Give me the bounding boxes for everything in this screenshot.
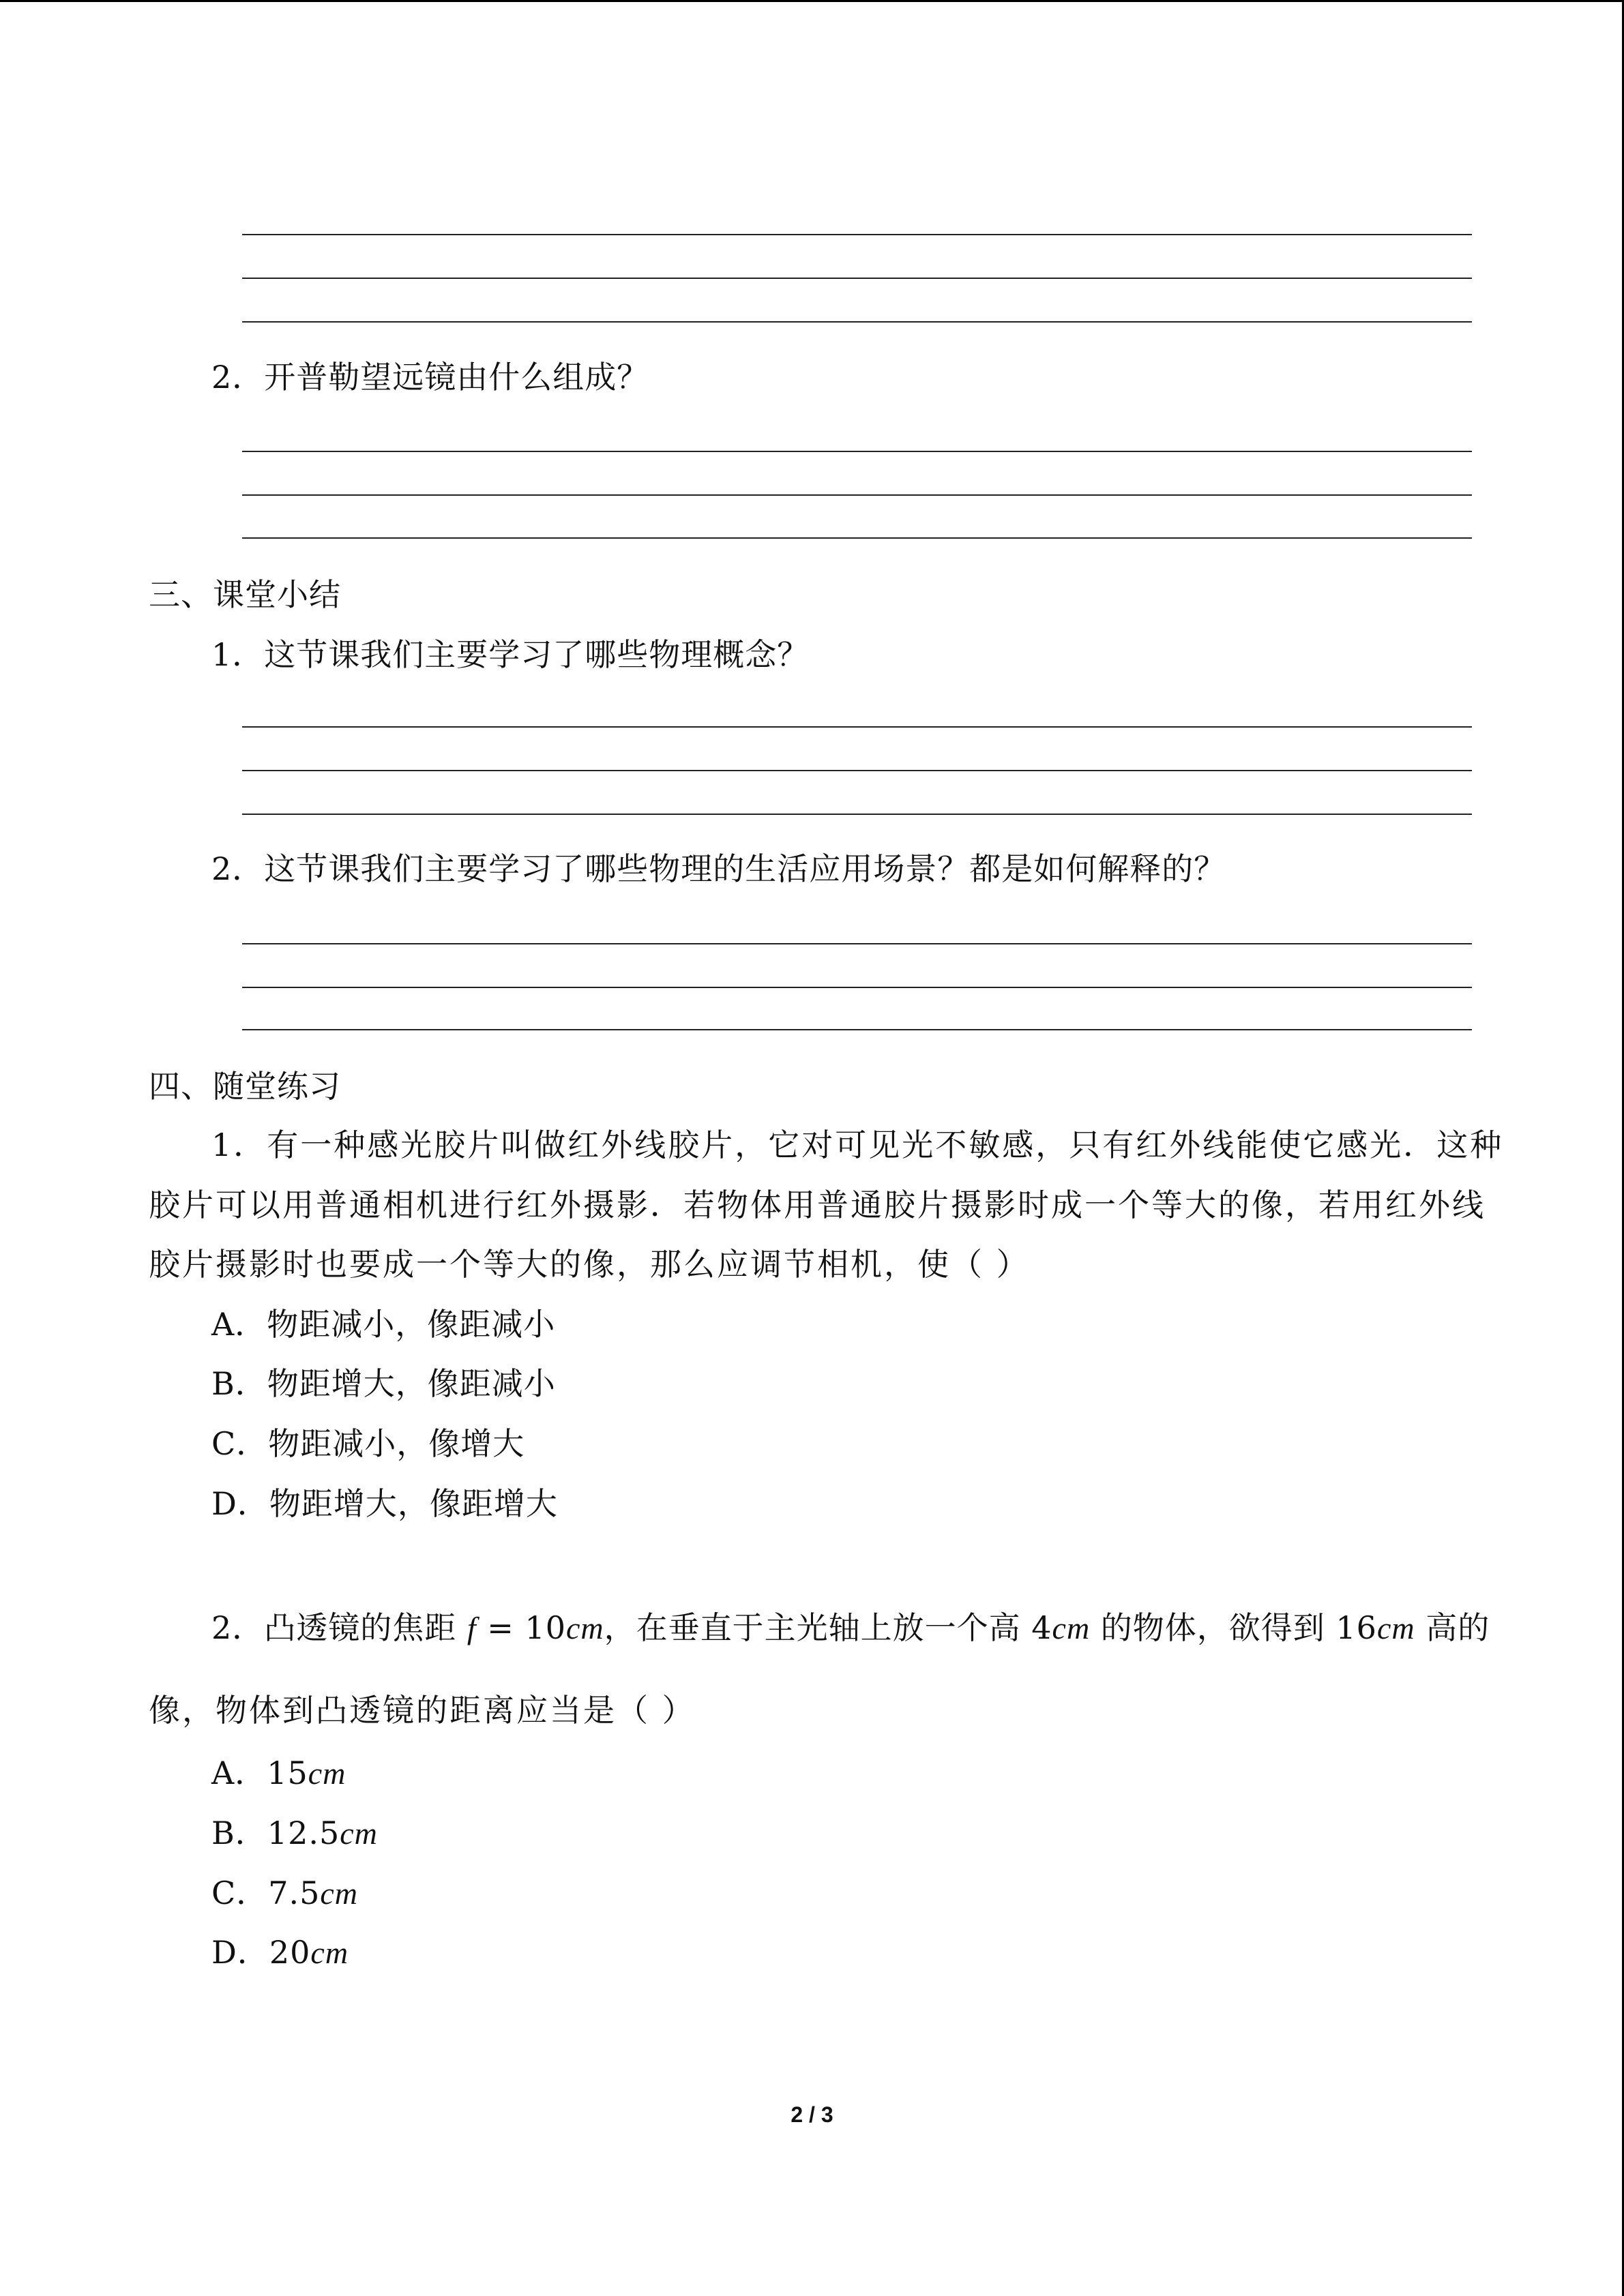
exercise-2-option-c [211, 1873, 358, 1913]
exercise-2-text: 高的 [1415, 1609, 1490, 1646]
question-3-1: 1．这节课我们主要学习了哪些物理概念？ [211, 636, 810, 673]
unit: cm [566, 1611, 604, 1645]
answer-line [242, 321, 1472, 323]
option-label: C．7.5 [211, 1875, 321, 1911]
exercise-1-option-d: D．物距增大，像距增大 [211, 1485, 558, 1522]
question-3-2: 2．这节课我们主要学习了哪些物理的生活应用场景？都是如何解释的？ [211, 850, 1226, 887]
unit: cm [1052, 1611, 1091, 1645]
unit: cm [308, 1756, 346, 1791]
answer-line [242, 987, 1472, 988]
answer-line [242, 770, 1472, 771]
unit: cm [1376, 1611, 1415, 1645]
exercise-2-line-2: 像，物体到凸透镜的距离应当是（ ） [149, 1692, 696, 1729]
page-number: 2 / 3 [791, 2102, 833, 2127]
focal-length-variable: f [467, 1611, 477, 1645]
answer-line [242, 451, 1472, 452]
exercise-1-option-c: C．物距减小，像增大 [211, 1425, 525, 1462]
focal-length-value: = 10 [476, 1609, 566, 1646]
unit: cm [310, 1935, 349, 1970]
exercise-1-line-2: 胶片可以用普通相机进行红外摄影．若物体用普通胶片摄影时成一个等大的像，若用红外线 [149, 1187, 1486, 1223]
exercise-2-text: ，在垂直于主光轴上放一个高 4 [604, 1609, 1052, 1646]
answer-line [242, 537, 1472, 539]
exercise-1-option-a: A．物距减小，像距减小 [211, 1306, 556, 1343]
section-3-heading: 三、课堂小结 [149, 576, 341, 613]
exercise-2-line-1 [211, 1608, 1490, 1648]
exercise-1-line-3: 胶片摄影时也要成一个等大的像，那么应调节相机，使（ ） [149, 1246, 1030, 1283]
answer-line [242, 278, 1472, 279]
answer-line [242, 234, 1472, 235]
option-label: B．12.5 [211, 1815, 340, 1851]
answer-line [242, 943, 1472, 944]
answer-line [242, 814, 1472, 815]
exercise-2-text: 的物体，欲得到 16 [1090, 1609, 1377, 1646]
unit: cm [340, 1816, 378, 1851]
exercise-2-text: 2．凸透镜的焦距 [211, 1609, 467, 1646]
answer-line [242, 1029, 1472, 1030]
exercise-2-option-d [211, 1933, 349, 1973]
exercise-2-option-a [211, 1753, 346, 1793]
exercise-2-option-b [211, 1813, 378, 1853]
exercise-1-line-1: 1．有一种感光胶片叫做红外线胶片，它对可见光不敏感，只有红外线能使它感光．这种 [211, 1127, 1504, 1163]
answer-line [242, 494, 1472, 496]
exercise-1-option-b: B．物距增大，像距减小 [211, 1365, 556, 1402]
unit: cm [320, 1876, 358, 1911]
option-label: D．20 [211, 1934, 311, 1971]
section-4-heading: 四、随堂练习 [149, 1068, 341, 1105]
question-2-2: 2．开普勒望远镜由什么组成？ [211, 359, 649, 396]
option-label: A．15 [211, 1755, 308, 1791]
answer-line [242, 726, 1472, 728]
